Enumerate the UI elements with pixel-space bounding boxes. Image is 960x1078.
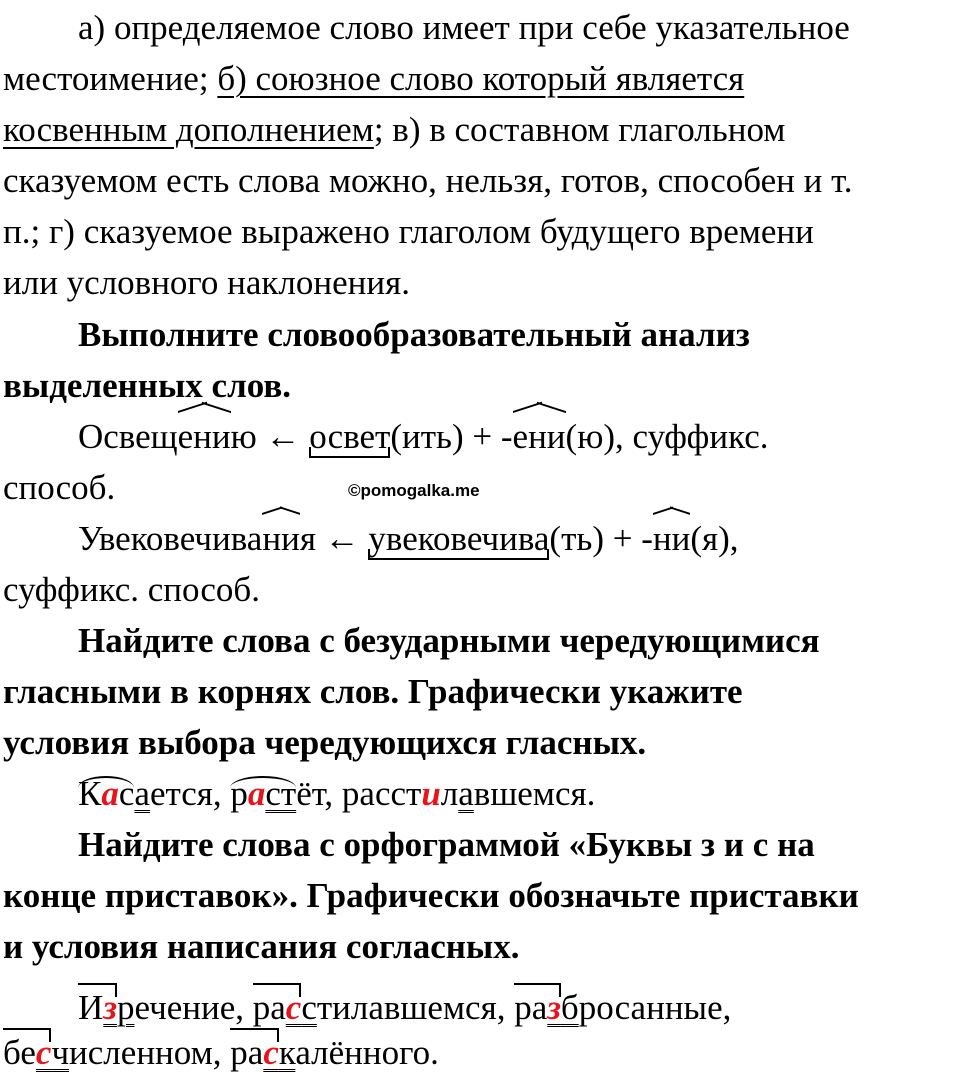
example-line bbox=[3, 462, 115, 513]
text: (ить) + - bbox=[390, 417, 513, 456]
arrow: ← bbox=[256, 417, 310, 456]
text: т, bbox=[311, 774, 342, 813]
prefix-mark bbox=[78, 982, 117, 1033]
suffix-mark: ни bbox=[653, 513, 690, 564]
letter: р bbox=[230, 774, 248, 813]
highlighted-letter: а bbox=[101, 774, 119, 813]
base-mark: освет bbox=[309, 411, 390, 462]
highlighted-letter: с bbox=[35, 1033, 52, 1072]
letter: И bbox=[78, 988, 104, 1027]
suffix-mark: ени bbox=[178, 411, 231, 462]
letter: с bbox=[118, 774, 135, 813]
text: Найдите слова с орфограммой «Буквы з и с на bbox=[78, 825, 815, 864]
arrow: ← bbox=[315, 519, 369, 558]
example-line bbox=[3, 1027, 439, 1078]
text: алённого. bbox=[295, 1033, 439, 1072]
condition-letter: ч bbox=[51, 1033, 70, 1072]
text: вшемся. bbox=[473, 774, 596, 813]
ending: ю bbox=[230, 417, 257, 456]
text: (ть) + - bbox=[549, 519, 653, 558]
task-heading bbox=[3, 921, 519, 972]
highlighted-letter: с bbox=[285, 988, 302, 1027]
text: тилавшемся, bbox=[316, 988, 515, 1027]
letter: ра bbox=[252, 988, 286, 1027]
letter: ра bbox=[230, 1033, 264, 1072]
task-heading bbox=[78, 819, 815, 870]
text: выделенных слов. bbox=[3, 366, 291, 405]
letter: ра bbox=[514, 988, 548, 1027]
letter: К bbox=[78, 774, 102, 813]
example-line bbox=[78, 513, 739, 564]
task-heading bbox=[78, 309, 750, 360]
highlighted-letter: з bbox=[547, 988, 561, 1027]
text: п.; г) сказуемое выражено глаголом будущего времени bbox=[3, 212, 814, 251]
prefix-mark bbox=[514, 982, 561, 1033]
paragraph-line bbox=[3, 206, 814, 257]
text: конце приставок». Графически обозначьте приставки bbox=[3, 876, 859, 915]
text: (я), bbox=[690, 519, 739, 558]
text: суффикс. способ. bbox=[3, 570, 260, 609]
condition-letter: ст bbox=[265, 774, 297, 813]
paragraph-line bbox=[3, 257, 410, 308]
underlined-text: б) союзное слово который является bbox=[217, 59, 745, 98]
paragraph-line bbox=[3, 104, 785, 155]
text: гласными в корнях слов. Графически укажите bbox=[3, 672, 743, 711]
watermark: ©pomogalka.me bbox=[348, 481, 480, 500]
condition-letter: а bbox=[458, 774, 474, 813]
base-mark: увековечива bbox=[368, 513, 549, 564]
example-line bbox=[78, 411, 769, 462]
task-heading bbox=[3, 666, 743, 717]
letter: бе bbox=[3, 1033, 36, 1072]
paragraph-line bbox=[3, 53, 744, 104]
task-heading bbox=[3, 717, 646, 768]
letter: ё bbox=[296, 774, 312, 813]
condition-letter: р bbox=[116, 988, 135, 1027]
text: или условного наклонения. bbox=[3, 263, 410, 302]
text: ечение, bbox=[134, 988, 253, 1027]
prefix-mark bbox=[253, 982, 302, 1033]
prefix-mark bbox=[3, 1027, 51, 1078]
condition-letter: б bbox=[560, 988, 579, 1027]
example-line bbox=[78, 982, 731, 1033]
text: Найдите слова с безударными чередующимися bbox=[78, 621, 820, 660]
condition-letter: а bbox=[134, 774, 150, 813]
text: а) определяемое слово имеет при себе указательное bbox=[78, 8, 850, 47]
text: сказуемом есть слова можно, нельзя, готов, способен и т. bbox=[3, 161, 853, 200]
text: Выполните словообразовательный анализ bbox=[78, 315, 750, 354]
text: ; в) в составном глагольном bbox=[373, 110, 786, 149]
root-mark bbox=[78, 768, 134, 819]
highlighted-letter: а bbox=[247, 774, 266, 813]
prefix-mark bbox=[230, 1027, 279, 1078]
condition-letter: с bbox=[301, 988, 317, 1027]
task-heading bbox=[3, 360, 291, 411]
paragraph-line bbox=[78, 2, 850, 53]
example-line bbox=[3, 564, 260, 615]
text: способ. bbox=[3, 468, 116, 507]
text: расст bbox=[341, 774, 422, 813]
word-part: Увековечива bbox=[78, 519, 263, 558]
letter: л bbox=[440, 774, 459, 813]
word-part: Освещ bbox=[78, 417, 178, 456]
highlighted-letter: с bbox=[263, 1033, 279, 1072]
text: условия выбора чередующихся гласных. bbox=[3, 723, 647, 762]
text: (ю), суффикс. bbox=[565, 417, 769, 456]
task-heading bbox=[78, 615, 820, 666]
highlighted-letter: и bbox=[421, 774, 441, 813]
task-heading bbox=[3, 870, 859, 921]
text: росанные, bbox=[578, 988, 732, 1027]
ending: я bbox=[299, 519, 316, 558]
text: исленном, bbox=[69, 1033, 231, 1072]
text: местоимение; bbox=[3, 59, 218, 98]
suffix-mark: ени bbox=[513, 411, 566, 462]
example-line bbox=[78, 768, 595, 819]
highlighted-letter: з bbox=[103, 988, 117, 1027]
underlined-text: косвенным дополнением bbox=[3, 110, 374, 149]
root-mark bbox=[230, 768, 296, 819]
condition-letter: к bbox=[278, 1033, 296, 1072]
suffix-mark: ни bbox=[262, 513, 299, 564]
paragraph-line bbox=[3, 155, 853, 206]
text: ется, bbox=[149, 774, 231, 813]
text: и условия написания согласных. bbox=[3, 927, 520, 966]
